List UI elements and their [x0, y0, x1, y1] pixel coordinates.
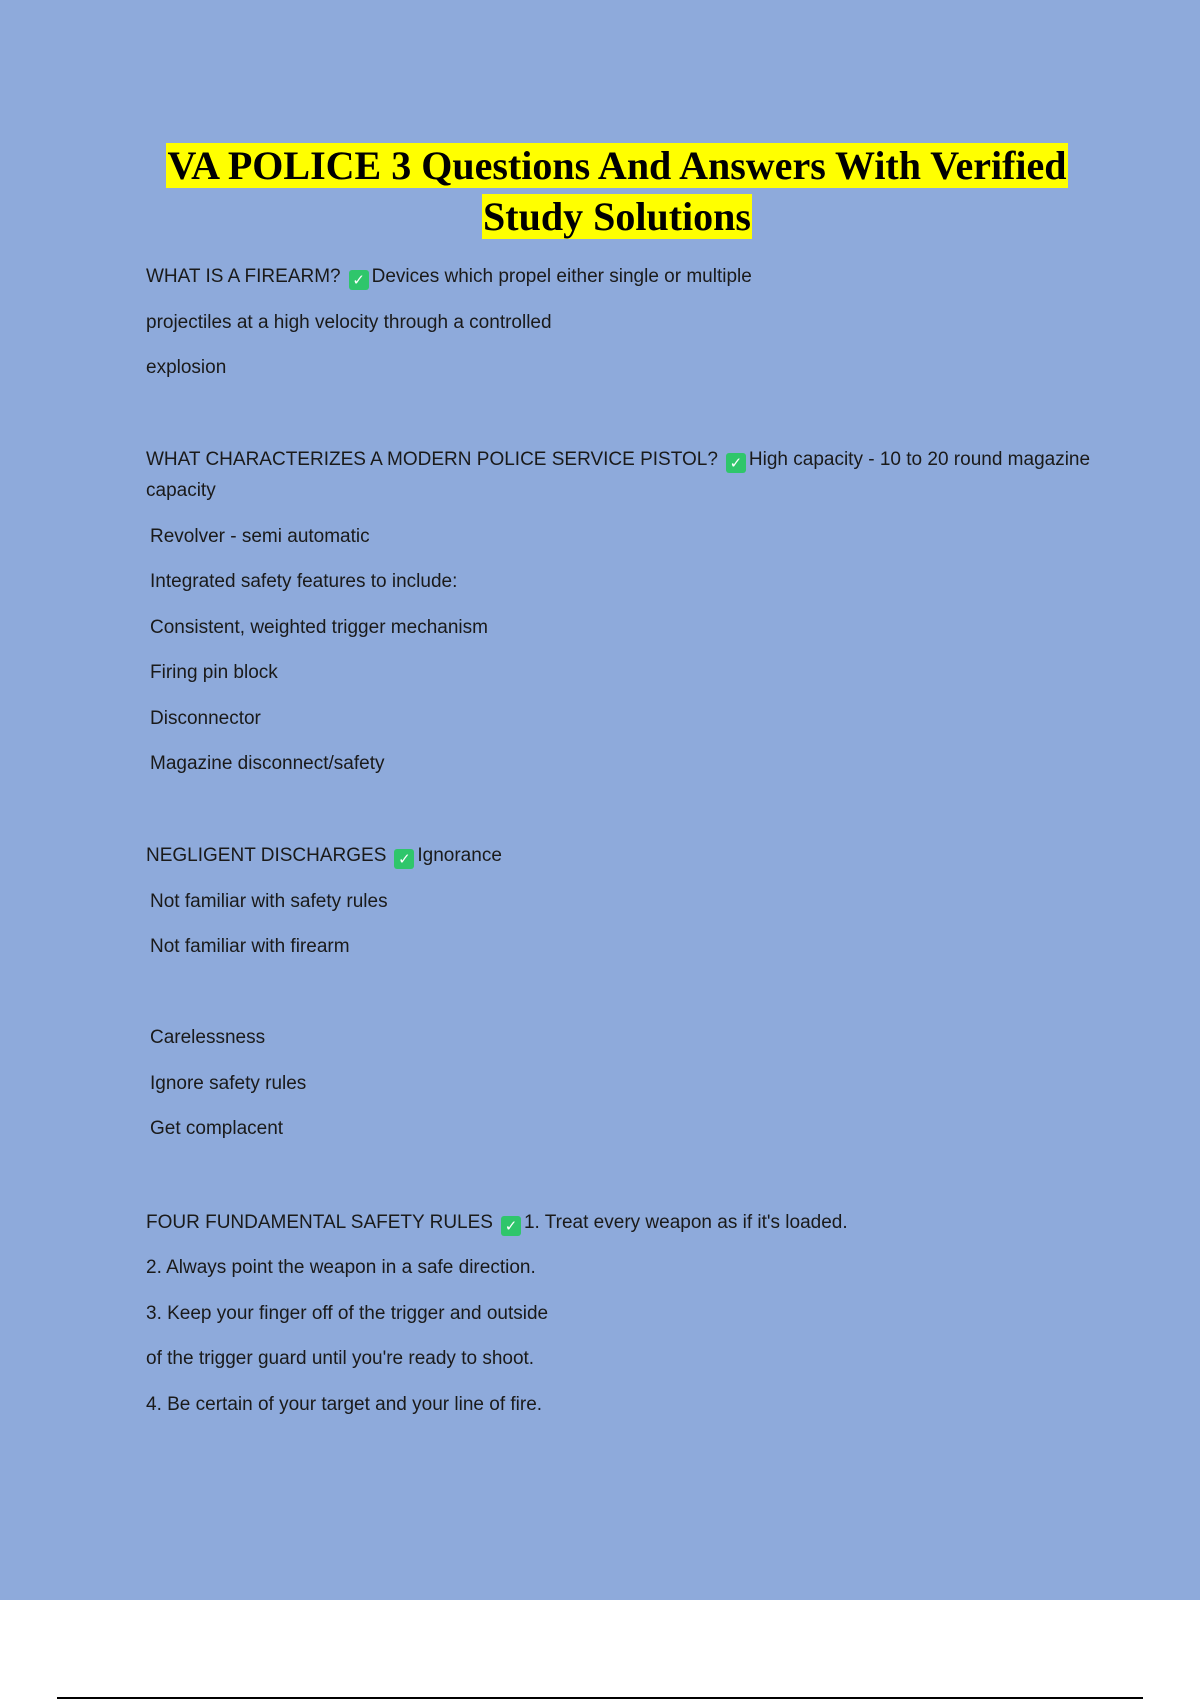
list-item: Revolver - semi automatic [150, 526, 370, 547]
footer-divider [57, 1697, 1143, 1699]
answer-text: Ignorance [417, 845, 502, 866]
list-item: Not familiar with safety rules [150, 891, 388, 912]
list-item: Carelessness [150, 1027, 266, 1048]
answer-line: 3. Keep your finger off of the trigger and outside [146, 1303, 549, 1324]
list-item: Get complacent [150, 1118, 284, 1139]
answer-line: projectiles at a high velocity through a controlled [146, 312, 552, 333]
qa-negligent [146, 845, 502, 869]
answer-text: High capacity - 10 to 20 round magazine [748, 449, 1091, 470]
check-mark-icon: ✓ [726, 453, 746, 473]
answer-line: 4. Be certain of your target and your line of fire. [146, 1394, 543, 1415]
check-mark-icon: ✓ [501, 1216, 521, 1236]
qa-safety-rules [146, 1212, 848, 1236]
question-text: FOUR FUNDAMENTAL SAFETY RULES [146, 1212, 493, 1233]
list-item: Consistent, weighted trigger mechanism [150, 617, 488, 638]
answer-text: Devices which propel either single or multiple [371, 266, 752, 287]
list-item: Firing pin block [150, 662, 278, 683]
list-item: Disconnector [150, 708, 261, 729]
check-mark-icon: ✓ [349, 270, 369, 290]
list-item: Integrated safety features to include: [150, 571, 458, 592]
qa-pistol [146, 449, 1090, 473]
title-line-1: VA POLICE 3 Questions And Answers With Verified [167, 143, 1067, 188]
title-line-2: Study Solutions [483, 194, 751, 239]
list-item: Not familiar with firearm [150, 936, 350, 957]
answer-line: 2. Always point the weapon in a safe direction. [146, 1257, 536, 1278]
list-item: Magazine disconnect/safety [150, 753, 385, 774]
check-mark-icon: ✓ [394, 849, 414, 869]
question-text: NEGLIGENT DISCHARGES [146, 845, 387, 866]
answer-line: of the trigger guard until you're ready to shoot. [146, 1348, 535, 1369]
question-text: WHAT IS A FIREARM? [146, 266, 341, 287]
answer-text: 1. Treat every weapon as if it's loaded. [523, 1212, 848, 1233]
qa-firearm [146, 266, 752, 290]
list-item: Ignore safety rules [150, 1073, 307, 1094]
question-text: WHAT CHARACTERIZES A MODERN POLICE SERVICE PISTOL? [146, 449, 718, 470]
answer-line: capacity [146, 480, 216, 501]
answer-line: explosion [146, 357, 227, 378]
